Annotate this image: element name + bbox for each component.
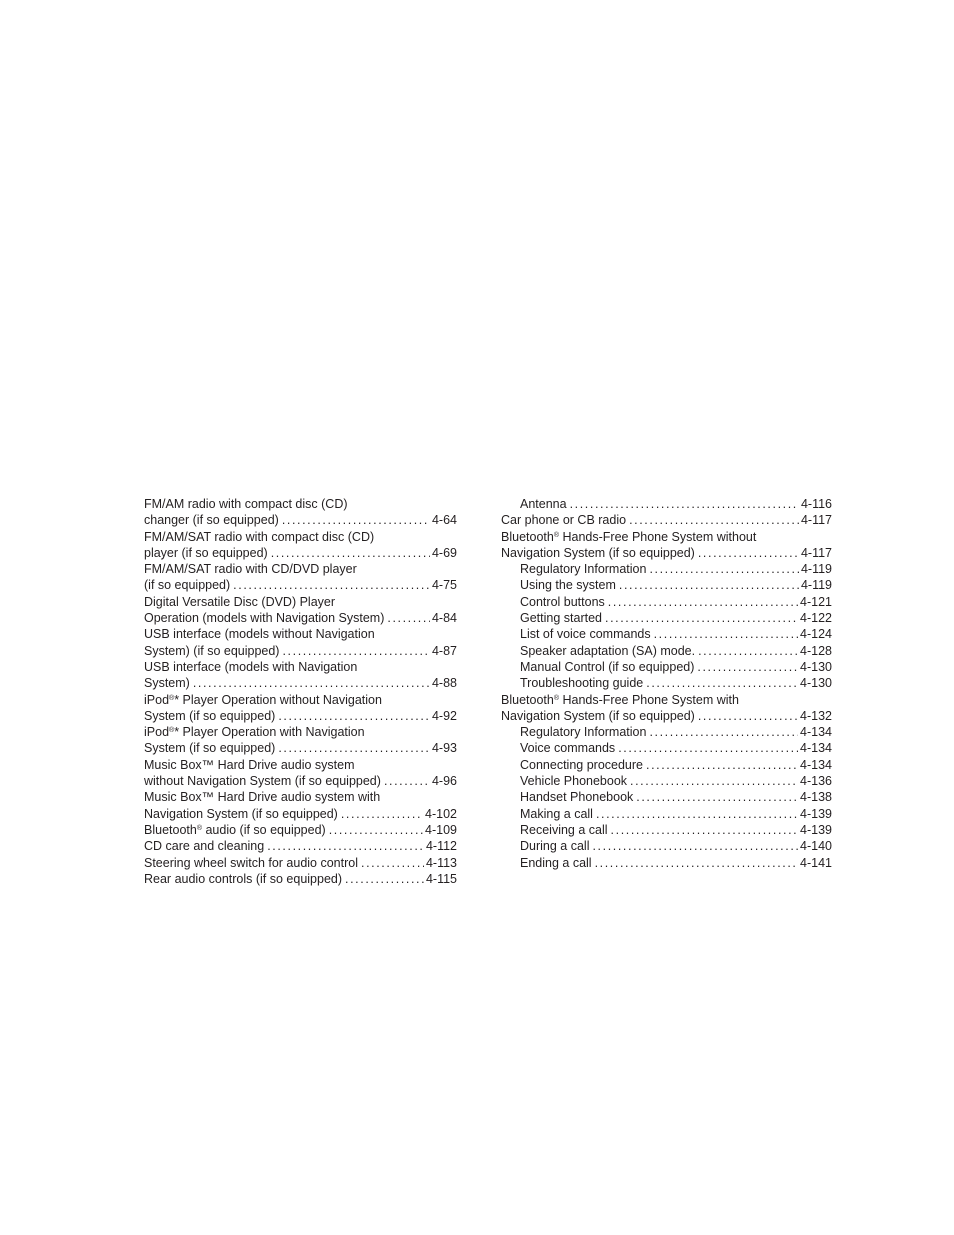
- toc-entry[interactable]: [501, 529, 832, 562]
- toc-entry-leader-line: [520, 806, 832, 822]
- toc-entry[interactable]: [501, 626, 832, 642]
- toc-entry-title: System) (if so equipped): [144, 643, 280, 658]
- toc-entry[interactable]: [501, 855, 832, 871]
- toc-entry-title: Connecting procedure: [520, 757, 643, 772]
- page-number: 4-130: [800, 659, 832, 674]
- page-number: 4-64: [431, 513, 457, 528]
- dot-leader: [619, 577, 799, 593]
- toc-entry-title: player (if so equipped): [144, 545, 268, 560]
- toc-entry[interactable]: [501, 724, 832, 740]
- toc-entry-leader-line: [520, 496, 832, 512]
- toc-entry-title: Handset Phonebook: [520, 790, 634, 805]
- dot-leader: [646, 675, 798, 691]
- toc-entry[interactable]: [144, 822, 457, 838]
- toc-entry-title: Using the system: [520, 578, 616, 593]
- dot-leader: [618, 740, 798, 756]
- page-number: 4-113: [425, 855, 457, 870]
- toc-entry-leader-line: [144, 871, 457, 887]
- toc-entry[interactable]: [144, 724, 457, 757]
- toc-entry-title: Getting started: [520, 611, 602, 626]
- toc-entry-title-line: Music Box™ Hard Drive audio system with: [144, 790, 381, 805]
- toc-entry[interactable]: [501, 594, 832, 610]
- dot-leader: [608, 594, 798, 610]
- toc-entry[interactable]: [501, 675, 832, 691]
- toc-right-column: [501, 496, 832, 871]
- page-number: 4-122: [800, 611, 832, 626]
- toc-entry-leader-line: [520, 740, 832, 756]
- dot-leader: [267, 838, 424, 854]
- toc-entry[interactable]: [144, 789, 457, 822]
- toc-entry-title: CD care and cleaning: [144, 839, 265, 854]
- toc-entry-title: Troubleshooting guide: [520, 676, 644, 691]
- toc-entry-title: Navigation System (if so equipped): [501, 545, 695, 560]
- page-number: 4-119: [800, 562, 832, 577]
- page-number: 4-132: [800, 708, 832, 723]
- dot-leader: [596, 806, 798, 822]
- toc-entry-leader-line: [144, 610, 457, 626]
- toc-entry-title-line: Bluetooth® Hands-Free Phone System without: [501, 529, 757, 544]
- page-number: 4-88: [431, 676, 457, 691]
- toc-entry-title: System): [144, 676, 190, 691]
- toc-entry[interactable]: [501, 643, 832, 659]
- toc-entry-title: Regulatory Information: [520, 562, 647, 577]
- toc-entry-title: Making a call: [520, 806, 593, 821]
- dot-leader: [384, 773, 430, 789]
- toc-entry[interactable]: [144, 496, 457, 529]
- page-number: 4-93: [431, 741, 457, 756]
- toc-entry-leader-line: [144, 806, 457, 822]
- dot-leader: [698, 708, 798, 724]
- dot-leader: [278, 708, 430, 724]
- page-number: 4-140: [800, 839, 832, 854]
- page-number: 4-92: [431, 708, 457, 723]
- page-number: 4-141: [800, 855, 832, 870]
- toc-entry[interactable]: [501, 757, 832, 773]
- toc-entry-title: Navigation System (if so equipped): [144, 806, 338, 821]
- toc-entry[interactable]: [144, 855, 457, 871]
- page-number: 4-117: [800, 545, 832, 560]
- toc-entry-leader-line: [520, 659, 832, 675]
- toc-entry-leader-line: [520, 561, 832, 577]
- dot-leader: [592, 838, 798, 854]
- toc-entry[interactable]: [144, 838, 457, 854]
- toc-entry-title-line: USB interface (models without Navigation: [144, 627, 375, 642]
- page-number: 4-138: [800, 790, 832, 805]
- dot-leader: [697, 659, 798, 675]
- page-number: 4-116: [800, 497, 832, 511]
- toc-entry-leader-line: [144, 773, 457, 789]
- toc-entry[interactable]: [501, 577, 832, 593]
- dot-leader: [649, 561, 799, 577]
- toc-entry-title-line: Music Box™ Hard Drive audio system: [144, 757, 355, 772]
- toc-entry[interactable]: [144, 871, 457, 887]
- page-number: 4-112: [425, 839, 457, 854]
- toc-entry-leader-line: [501, 708, 832, 724]
- toc-entry[interactable]: [501, 789, 832, 805]
- toc-entry-leader-line: [520, 594, 832, 610]
- toc-entry-title: changer (if so equipped): [144, 513, 279, 528]
- toc-entry[interactable]: [501, 838, 832, 854]
- toc-entry[interactable]: [501, 822, 832, 838]
- page-number: 4-115: [425, 871, 457, 886]
- toc-entry-leader-line: [520, 610, 832, 626]
- toc-entry-title: without Navigation System (if so equipped): [144, 774, 381, 789]
- toc-entry-title: Operation (models with Navigation System): [144, 611, 385, 626]
- toc-entry-title: Speaker adaptation (SA) mode.: [520, 643, 696, 658]
- toc-entry-title: During a call: [520, 839, 590, 854]
- toc-entry-leader-line: [501, 512, 832, 528]
- toc-entry-title: Voice commands: [520, 741, 616, 756]
- toc-entry-title-line: FM/AM/SAT radio with CD/DVD player: [144, 562, 357, 577]
- toc-entry-leader-line: [144, 822, 457, 838]
- dot-leader: [278, 740, 430, 756]
- dot-leader: [595, 855, 798, 871]
- toc-entry[interactable]: [501, 806, 832, 822]
- page-number: 4-124: [800, 627, 832, 642]
- toc-left-column: [144, 496, 457, 887]
- toc-entry[interactable]: [501, 773, 832, 789]
- dot-leader: [329, 822, 423, 838]
- toc-entry-title: System (if so equipped): [144, 708, 276, 723]
- toc-entry[interactable]: [144, 659, 457, 692]
- dot-leader: [630, 773, 798, 789]
- toc-entry[interactable]: [501, 610, 832, 626]
- toc-entry-title-line: iPod®* Player Operation with Navigation: [144, 725, 365, 740]
- toc-entry-title-line: Bluetooth® Hands-Free Phone System with: [501, 692, 739, 707]
- toc-entry[interactable]: [501, 692, 832, 725]
- toc-entry-title: Control buttons: [520, 594, 605, 609]
- toc-entry-leader-line: [144, 855, 457, 871]
- dot-leader: [698, 643, 798, 659]
- toc-entry-leader-line: [144, 545, 457, 561]
- dot-leader: [611, 822, 798, 838]
- toc-entry-leader-line: [501, 545, 832, 561]
- dot-leader: [605, 610, 798, 626]
- page-number: 4-119: [800, 578, 832, 593]
- toc-entry-title: Car phone or CB radio: [501, 513, 627, 528]
- dot-leader: [345, 871, 424, 887]
- toc-entry-title: Regulatory Information: [520, 725, 647, 740]
- page-number: 4-139: [800, 806, 832, 821]
- dot-leader: [387, 610, 430, 626]
- dot-leader: [629, 512, 799, 528]
- dot-leader: [636, 789, 798, 805]
- toc-entry-title: Ending a call: [520, 855, 592, 870]
- toc-entry-leader-line: [144, 838, 457, 854]
- toc-entry[interactable]: [144, 626, 457, 659]
- dot-leader: [698, 545, 799, 561]
- toc-entry-leader-line: [520, 773, 832, 789]
- toc-entry-title: Receiving a call: [520, 822, 608, 837]
- toc-entry-title: Navigation System (if so equipped): [501, 708, 695, 723]
- toc-entry[interactable]: [144, 561, 457, 594]
- toc-entry-title: Steering wheel switch for audio control: [144, 855, 359, 870]
- toc-entry[interactable]: [144, 594, 457, 627]
- toc-entry-leader-line: [520, 822, 832, 838]
- dot-leader: [271, 545, 430, 561]
- toc-entry-title-line: FM/AM/SAT radio with compact disc (CD): [144, 529, 375, 544]
- toc-entry-leader-line: [520, 757, 832, 773]
- page-number: 4-128: [800, 643, 832, 658]
- toc-entry[interactable]: [501, 659, 832, 675]
- dot-leader: [646, 757, 798, 773]
- toc-entry-leader-line: [144, 577, 457, 593]
- dot-leader: [193, 675, 430, 691]
- toc-entry-leader-line: [144, 740, 457, 756]
- toc-entry-leader-line: [520, 626, 832, 642]
- toc-entry-title-line: FM/AM radio with compact disc (CD): [144, 497, 348, 511]
- toc-entry-title: List of voice commands: [520, 627, 651, 642]
- page-number: 4-109: [425, 822, 457, 837]
- page-number: 4-134: [800, 757, 832, 772]
- toc-entry[interactable]: [501, 496, 832, 512]
- toc-entry-title-line: USB interface (models with Navigation: [144, 659, 358, 674]
- toc-entry-leader-line: [144, 643, 457, 659]
- toc-entry[interactable]: [144, 692, 457, 725]
- dot-leader: [282, 643, 429, 659]
- toc-entry-leader-line: [144, 675, 457, 691]
- page-number: 4-87: [431, 643, 457, 658]
- page-number: 4-96: [431, 774, 457, 789]
- toc-entry-leader-line: [520, 675, 832, 691]
- toc-entry-leader-line: [144, 512, 457, 528]
- toc-entry-leader-line: [520, 724, 832, 740]
- toc-entry-title: Manual Control (if so equipped): [520, 659, 695, 674]
- toc-entry-title: (if so equipped): [144, 578, 231, 593]
- dot-leader: [341, 806, 423, 822]
- page-number: 4-102: [425, 806, 457, 821]
- dot-leader: [233, 577, 430, 593]
- page-number: 4-69: [431, 545, 457, 560]
- page-number: 4-139: [800, 822, 832, 837]
- dot-leader: [649, 724, 798, 740]
- dot-leader: [570, 496, 799, 512]
- toc-entry-leader-line: [144, 708, 457, 724]
- dot-leader: [361, 855, 424, 871]
- page-number: 4-136: [800, 774, 832, 789]
- dot-leader: [654, 626, 798, 642]
- toc-entry-leader-line: [520, 577, 832, 593]
- page-number: 4-134: [800, 741, 832, 756]
- toc-entry-leader-line: [520, 838, 832, 854]
- toc-entry-title: Antenna: [520, 497, 567, 511]
- toc-entry[interactable]: [501, 561, 832, 577]
- toc-entry-title: System (if so equipped): [144, 741, 276, 756]
- toc-entry-title: Rear audio controls (if so equipped): [144, 871, 343, 886]
- toc-entry-title-line: iPod®* Player Operation without Navigation: [144, 692, 382, 707]
- page-number: 4-130: [800, 676, 832, 691]
- dot-leader: [282, 512, 430, 528]
- toc-entry-title: Vehicle Phonebook: [520, 774, 628, 789]
- page-number: 4-117: [800, 513, 832, 528]
- toc-entry[interactable]: [144, 529, 457, 562]
- toc-entry-title: Bluetooth® audio (if so equipped): [144, 822, 326, 837]
- toc-entry-leader-line: [520, 855, 832, 871]
- toc-entry[interactable]: [144, 757, 457, 790]
- page-number: 4-75: [431, 578, 457, 593]
- toc-entry-title-line: Digital Versatile Disc (DVD) Player: [144, 594, 336, 609]
- toc-entry-leader-line: [520, 789, 832, 805]
- page-number: 4-121: [800, 594, 832, 609]
- toc-entry-leader-line: [520, 643, 832, 659]
- page-number: 4-134: [800, 725, 832, 740]
- page-number: 4-84: [431, 611, 457, 626]
- toc-entry[interactable]: [501, 740, 832, 756]
- toc-entry[interactable]: [501, 512, 832, 528]
